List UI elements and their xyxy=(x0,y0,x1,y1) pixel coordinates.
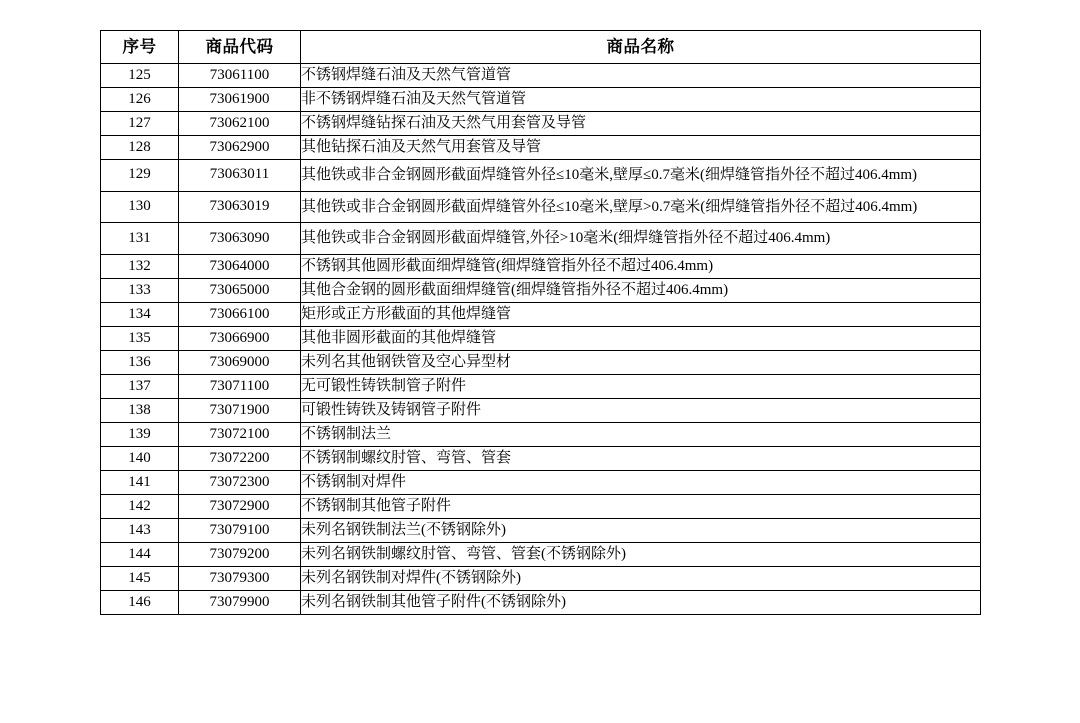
cell-code: 73079100 xyxy=(179,519,301,543)
cell-name: 未列名钢铁制螺纹肘管、弯管、管套(不锈钢除外) xyxy=(301,543,981,567)
cell-code: 73065000 xyxy=(179,279,301,303)
cell-code: 73066100 xyxy=(179,303,301,327)
table-header-row xyxy=(101,31,981,64)
cell-seq: 137 xyxy=(101,375,179,399)
cell-seq: 128 xyxy=(101,136,179,160)
cell-code: 73066900 xyxy=(179,327,301,351)
cell-seq: 143 xyxy=(101,519,179,543)
cell-name: 其他合金钢的圆形截面细焊缝管(细焊缝管指外径不超过406.4mm) xyxy=(301,279,981,303)
cell-name: 可锻性铸铁及铸钢管子附件 xyxy=(301,399,981,423)
table-row xyxy=(101,327,981,351)
cell-code: 73061900 xyxy=(179,88,301,112)
cell-code: 73072900 xyxy=(179,495,301,519)
cell-name: 不锈钢制法兰 xyxy=(301,423,981,447)
cell-code: 73063019 xyxy=(179,191,301,223)
cell-seq: 139 xyxy=(101,423,179,447)
cell-name: 不锈钢制螺纹肘管、弯管、管套 xyxy=(301,447,981,471)
table-row xyxy=(101,447,981,471)
table-row xyxy=(101,351,981,375)
cell-code: 73061100 xyxy=(179,64,301,88)
table-row xyxy=(101,591,981,615)
cell-name: 其他钻探石油及天然气用套管及导管 xyxy=(301,136,981,160)
cell-code: 73062900 xyxy=(179,136,301,160)
cell-seq: 130 xyxy=(101,191,179,223)
cell-code: 73069000 xyxy=(179,351,301,375)
table-row xyxy=(101,375,981,399)
column-header-name: 商品名称 xyxy=(301,31,981,64)
table-header xyxy=(101,31,981,64)
cell-code: 73071900 xyxy=(179,399,301,423)
cell-seq: 135 xyxy=(101,327,179,351)
cell-code: 73062100 xyxy=(179,112,301,136)
cell-name: 其他非圆形截面的其他焊缝管 xyxy=(301,327,981,351)
cell-code: 73063011 xyxy=(179,160,301,192)
cell-name: 未列名其他钢铁管及空心异型材 xyxy=(301,351,981,375)
cell-seq: 145 xyxy=(101,567,179,591)
table-body xyxy=(101,64,981,615)
table-row xyxy=(101,255,981,279)
cell-seq: 131 xyxy=(101,223,179,255)
cell-seq: 136 xyxy=(101,351,179,375)
table-row xyxy=(101,303,981,327)
cell-seq: 146 xyxy=(101,591,179,615)
cell-name: 未列名钢铁制其他管子附件(不锈钢除外) xyxy=(301,591,981,615)
cell-code: 73072100 xyxy=(179,423,301,447)
cell-seq: 142 xyxy=(101,495,179,519)
column-header-seq: 序号 xyxy=(101,31,179,64)
cell-code: 73072200 xyxy=(179,447,301,471)
cell-seq: 138 xyxy=(101,399,179,423)
cell-seq: 129 xyxy=(101,160,179,192)
cell-code: 73071100 xyxy=(179,375,301,399)
table-row xyxy=(101,64,981,88)
cell-name: 不锈钢焊缝石油及天然气管道管 xyxy=(301,64,981,88)
cell-seq: 140 xyxy=(101,447,179,471)
cell-name: 其他铁或非合金钢圆形截面焊缝管外径≤10毫米,壁厚≤0.7毫米(细焊缝管指外径不超过406.4mm) xyxy=(301,160,981,192)
cell-name: 未列名钢铁制对焊件(不锈钢除外) xyxy=(301,567,981,591)
cell-name: 其他铁或非合金钢圆形截面焊缝管外径≤10毫米,壁厚>0.7毫米(细焊缝管指外径不超过406.4mm) xyxy=(301,191,981,223)
cell-name: 不锈钢制对焊件 xyxy=(301,471,981,495)
table-row xyxy=(101,495,981,519)
table-row xyxy=(101,191,981,223)
table-row xyxy=(101,423,981,447)
cell-seq: 141 xyxy=(101,471,179,495)
cell-name: 不锈钢焊缝钻探石油及天然气用套管及导管 xyxy=(301,112,981,136)
cell-seq: 125 xyxy=(101,64,179,88)
cell-seq: 127 xyxy=(101,112,179,136)
cell-name: 非不锈钢焊缝石油及天然气管道管 xyxy=(301,88,981,112)
table-row xyxy=(101,223,981,255)
cell-code: 73064000 xyxy=(179,255,301,279)
table-row xyxy=(101,399,981,423)
goods-table-container xyxy=(100,30,980,615)
cell-code: 73079900 xyxy=(179,591,301,615)
cell-seq: 132 xyxy=(101,255,179,279)
cell-code: 73072300 xyxy=(179,471,301,495)
cell-code: 73079200 xyxy=(179,543,301,567)
table-row xyxy=(101,471,981,495)
table-row xyxy=(101,519,981,543)
table-row xyxy=(101,543,981,567)
cell-name: 其他铁或非合金钢圆形截面焊缝管,外径>10毫米(细焊缝管指外径不超过406.4mm) xyxy=(301,223,981,255)
cell-seq: 134 xyxy=(101,303,179,327)
cell-seq: 133 xyxy=(101,279,179,303)
table-row xyxy=(101,136,981,160)
column-header-code: 商品代码 xyxy=(179,31,301,64)
cell-name: 不锈钢其他圆形截面细焊缝管(细焊缝管指外径不超过406.4mm) xyxy=(301,255,981,279)
cell-name: 不锈钢制其他管子附件 xyxy=(301,495,981,519)
cell-name: 矩形或正方形截面的其他焊缝管 xyxy=(301,303,981,327)
table-row xyxy=(101,160,981,192)
table-row xyxy=(101,567,981,591)
cell-seq: 144 xyxy=(101,543,179,567)
cell-code: 73063090 xyxy=(179,223,301,255)
table-row xyxy=(101,88,981,112)
table-row xyxy=(101,279,981,303)
cell-code: 73079300 xyxy=(179,567,301,591)
table-row xyxy=(101,112,981,136)
cell-seq: 126 xyxy=(101,88,179,112)
cell-name: 无可锻性铸铁制管子附件 xyxy=(301,375,981,399)
goods-table xyxy=(100,30,981,615)
cell-name: 未列名钢铁制法兰(不锈钢除外) xyxy=(301,519,981,543)
